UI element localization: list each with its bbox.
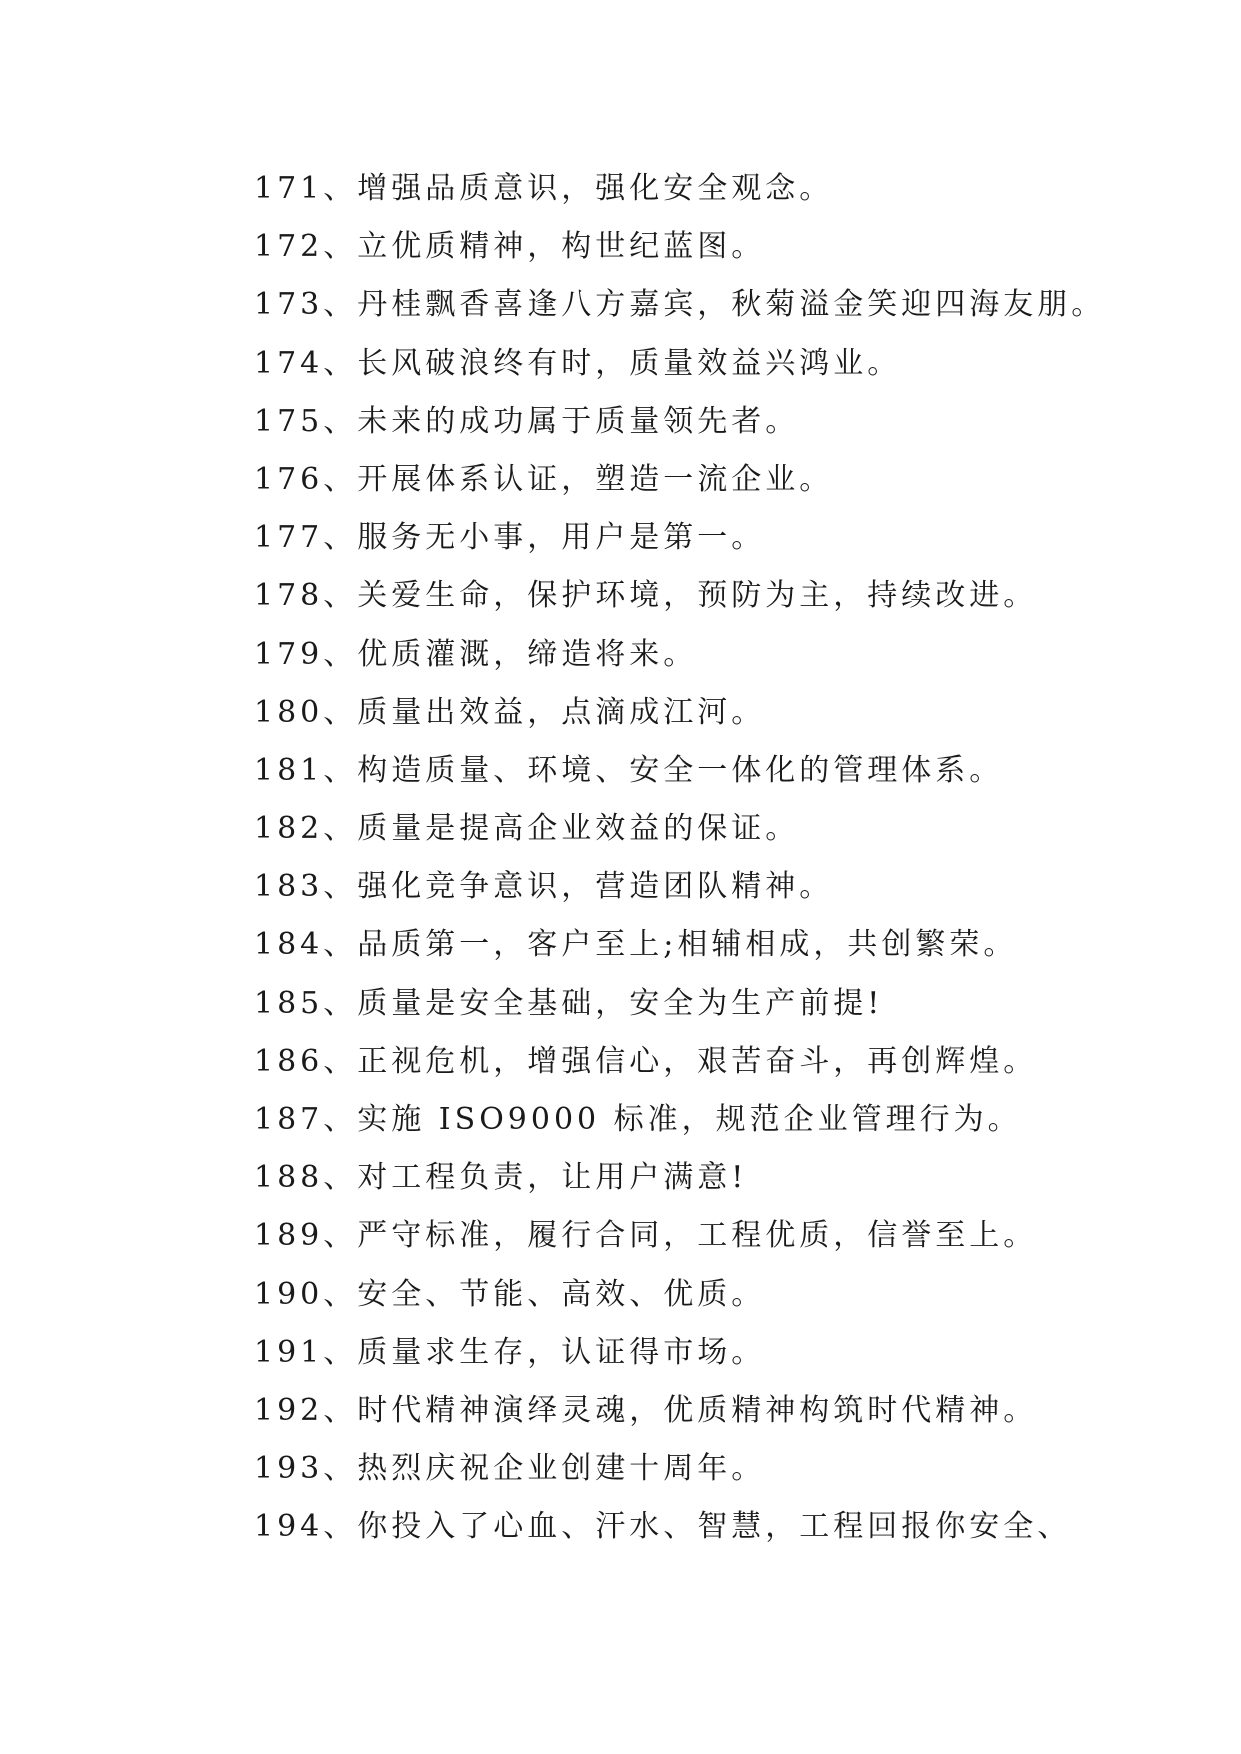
- list-item-text: 175、未来的成功属于质量领先者。: [254, 403, 800, 439]
- list-item-text: 187、实施 ISO9000 标准，规范企业管理行为。: [254, 1102, 1022, 1137]
- list-item-text: 193、热烈庆祝企业创建十周年。: [254, 1451, 766, 1487]
- list-item: [254, 218, 1154, 276]
- list-item: [254, 800, 1154, 858]
- list-item: [254, 1033, 1154, 1091]
- list-item-text: 191、质量求生存，认证得市场。: [254, 1334, 766, 1370]
- list-item: [254, 684, 1154, 742]
- list-item-text: 189、严守标准，履行合同，工程优质，信誉至上。: [254, 1218, 1038, 1254]
- list-item: [254, 916, 1154, 974]
- list-item-text: 182、质量是提高企业效益的保证。: [254, 811, 800, 847]
- list-item-text: 174、长风破浪终有时，质量效益兴鸿业。: [254, 345, 902, 381]
- list-item-text: 192、时代精神演绎灵魂，优质精神构筑时代精神。: [254, 1392, 1038, 1428]
- list-item: [254, 1440, 1154, 1498]
- list-item-text: 171、增强品质意识，强化安全观念。: [254, 171, 834, 206]
- list-item-text: 188、对工程负责，让用户满意!: [254, 1160, 748, 1196]
- list-item: [254, 567, 1154, 625]
- list-item: [254, 1324, 1154, 1382]
- list-item-text: 190、安全、节能、高效、优质。: [254, 1276, 766, 1312]
- list-item-text: 184、品质第一，客户至上;相辅相成，共创繁荣。: [254, 927, 1018, 963]
- list-item-text: 194、你投入了心血、汗水、智慧，工程回报你安全、: [254, 1509, 1072, 1545]
- slogan-list: [254, 160, 1154, 1557]
- list-item: [254, 451, 1154, 509]
- list-item: [254, 335, 1154, 393]
- list-item: [254, 393, 1154, 451]
- list-item: [254, 975, 1154, 1033]
- list-item: [254, 742, 1154, 800]
- list-item: [254, 160, 1154, 218]
- list-item: [254, 1091, 1154, 1149]
- list-item-text: 186、正视危机，增强信心，艰苦奋斗，再创辉煌。: [254, 1043, 1038, 1079]
- list-item-text: 180、质量出效益，点滴成江河。: [254, 694, 766, 730]
- list-item-text: 179、优质灌溉，缔造将来。: [254, 636, 698, 672]
- list-item: [254, 1149, 1154, 1207]
- list-item: [254, 1207, 1154, 1265]
- list-item-text: 178、关爱生命，保护环境，预防为主，持续改进。: [254, 578, 1038, 614]
- list-item-text: 185、质量是安全基础，安全为生产前提!: [254, 985, 884, 1021]
- list-item-text: 181、构造质量、环境、安全一体化的管理体系。: [254, 752, 1004, 788]
- list-item: [254, 1498, 1154, 1556]
- list-item: [254, 1266, 1154, 1324]
- list-item-text: 173、丹桂飘香喜逢八方嘉宾，秋菊溢金笑迎四海友朋。: [254, 287, 1106, 323]
- list-item: [254, 858, 1154, 916]
- list-item: [254, 276, 1154, 334]
- list-item-text: 177、服务无小事，用户是第一。: [254, 520, 766, 556]
- list-item: [254, 509, 1154, 567]
- list-item-text: 172、立优质精神，构世纪蓝图。: [254, 229, 766, 265]
- list-item: [254, 626, 1154, 684]
- list-item-text: 176、开展体系认证，塑造一流企业。: [254, 461, 834, 497]
- list-item-text: 183、强化竞争意识，营造团队精神。: [254, 869, 834, 905]
- list-item: [254, 1382, 1154, 1440]
